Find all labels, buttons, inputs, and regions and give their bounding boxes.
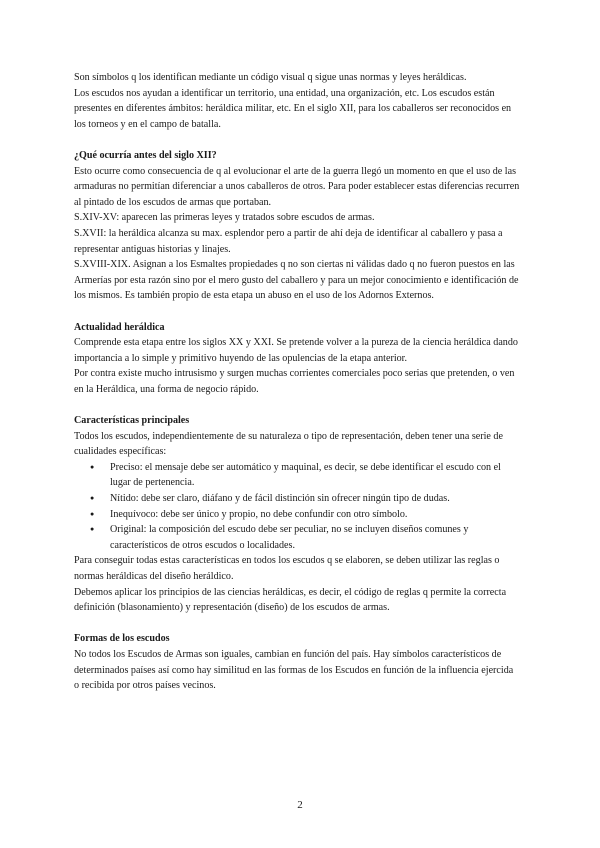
page-number: 2 xyxy=(297,799,303,811)
section2-paragraph: Comprende esta etapa entre los siglos XX y XXI. Se pretende volver a la pureza de la ciencia heráldica dando importancia a lo simple y primitivo huyendo de las opulencias de la etapa anterior. xyxy=(74,337,518,364)
section3-paragraph: Para conseguir todas estas características en todos los escudos q se elaboren, se deben utilizar las reglas o normas heráldicas del diseño heráldico. xyxy=(74,555,500,582)
section-heading-actualidad: Actualidad heráldica xyxy=(74,321,165,333)
section1-paragraph: S.XVIII-XIX. Asignan a los Esmaltes propiedades q no son ciertas ni válidas dado q no fueron puestos en las Armerías por esta razón sino por el mero gusto del caballero y para un mejor conocimiento e identificación de los mismos. Es también propio de esta etapa un abuso en el uso de los Adornos Externos. xyxy=(74,259,519,302)
section3-intro: Todos los escudos, independientemente de su naturaleza o tipo de representación, deben tener una serie de cualidades específicas: xyxy=(74,430,503,458)
spacer xyxy=(74,132,520,148)
list-item: ● Nítido: debe ser claro, diáfano y de fácil distinción sin ofrecer ningún tipo de dudas. xyxy=(110,491,520,507)
section-heading-caracteristicas: Características principales xyxy=(74,415,190,427)
section3-paragraph: Debemos aplicar los principios de las ciencias heráldicas, es decir, el código de reglas q permite la correcta definición (blasonamiento) y representación (diseño) de los escudos de armas. xyxy=(74,586,507,614)
intro-paragraph-2: Los escudos nos ayudan a identificar un territorio, una entidad, una organización, etc. Los escudos están presentes en diferentes ámbitos: heráldica militar, etc. En el siglo XII, para los caballeros ser reconocidos en los torneos y en el campo de batalla. xyxy=(74,87,512,130)
section-heading-before-xii: ¿Qué ocurría antes del siglo XII? xyxy=(74,149,217,161)
spacer xyxy=(74,397,520,413)
spacer xyxy=(74,616,520,632)
section1-paragraph: S.XIV-XV: aparecen las primeras leyes y tratados sobre escudos de armas. xyxy=(74,212,375,224)
list-item: ● Preciso: el mensaje debe ser automático y maquinal, es decir, se debe identificar el escudo con el lugar de pertenencia. xyxy=(110,460,520,491)
spacer xyxy=(74,304,520,320)
section1-paragraph: S.XVII: la heráldica alcanza su max. esplendor pero a partir de ahí deja de identificar al caballero y pasa a representar antiguas historias y linajes. xyxy=(74,227,503,255)
list-item: ● Original: la composición del escudo debe ser peculiar, no se incluyen diseños comunes y característicos de otros escudos o localidades. xyxy=(110,522,520,553)
characteristics-list xyxy=(74,460,520,554)
intro-paragraph-1: Son símbolos q los identifican mediante un código visual q sigue unas normas y leyes heráldicas. xyxy=(74,72,467,83)
section1-paragraph: Esto ocurre como consecuencia de q al evolucionar el arte de la guerra llegó un momento en que el uso de las armaduras no permitían diferenciar a unos caballeros de otros. Para poder establecer estas diferencias recurren al pintado de los escudos de armas que portaban. xyxy=(74,165,520,208)
section4-paragraph: No todos los Escudos de Armas son iguales, cambian en función del país. Hay símbolos característicos de determinados países así como hay similitud en las formas de los Escudos en función de la influencia ejercida o recibida por otros países vecinos. xyxy=(74,648,514,692)
section2-paragraph: Por contra existe mucho intrusismo y surgen muchas corrientes comerciales poco serias que pretenden, o ven en la Heráldica, una forma de negocio rápido. xyxy=(74,368,515,395)
section-heading-formas: Formas de los escudos xyxy=(74,633,170,645)
list-item: ● Inequívoco: debe ser único y propio, no debe confundir con otro símbolo. xyxy=(110,507,520,523)
page-content xyxy=(74,70,520,694)
